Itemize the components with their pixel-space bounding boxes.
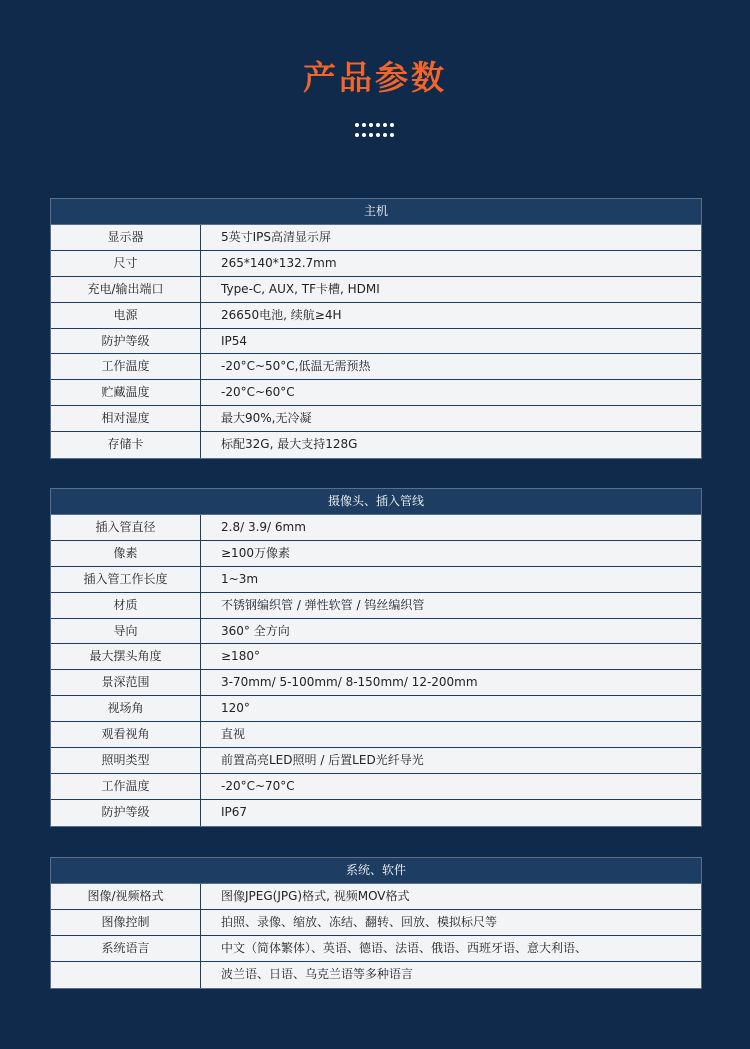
spec-value: 中文（简体繁体）、英语、德语、法语、俄语、西班牙语、意大利语、 <box>221 940 588 955</box>
spec-value: -20°C~50°C,低温无需预热 <box>221 359 371 374</box>
spec-key: 系统语言 <box>51 936 201 961</box>
spec-value: 120° <box>221 701 250 716</box>
table-row <box>51 515 701 541</box>
table-row <box>51 910 701 936</box>
spec-value: 不锈钢编织管 / 弹性软管 / 钨丝编织管 <box>221 597 425 612</box>
table-row <box>51 644 701 670</box>
table-row <box>51 696 701 722</box>
spec-key: 防护等级 <box>51 800 201 826</box>
spec-key: 显示器 <box>51 225 201 250</box>
table-row <box>51 329 701 355</box>
spec-key: 尺寸 <box>51 251 201 276</box>
section-heading: 摄像头、插入管线 <box>51 489 701 515</box>
spec-key: 观看视角 <box>51 722 201 747</box>
spec-table-host <box>50 198 702 459</box>
spec-key: 景深范围 <box>51 670 201 695</box>
spec-value: ≥100万像素 <box>221 545 290 560</box>
table-row <box>51 541 701 567</box>
spec-key: 图像/视频格式 <box>51 884 201 909</box>
spec-value: 26650电池, 续航≥4H <box>221 307 342 322</box>
spec-value: ≥180° <box>221 649 260 664</box>
spec-key: 插入管直径 <box>51 515 201 540</box>
spec-key: 照明类型 <box>51 748 201 773</box>
spec-value: -20°C~60°C <box>221 385 295 400</box>
spec-key: 电源 <box>51 303 201 328</box>
table-row <box>51 774 701 800</box>
spec-key: 防护等级 <box>51 329 201 354</box>
spec-value: 标配32G, 最大支持128G <box>221 437 358 452</box>
table-row <box>51 354 701 380</box>
section-heading: 系统、软件 <box>51 858 701 884</box>
spec-value: 前置高亮LED照明 / 后置LED光纤导光 <box>221 753 424 768</box>
spec-value: -20°C~70°C <box>221 778 295 793</box>
spec-value: 图像JPEG(JPG)格式, 视频MOV格式 <box>221 889 410 903</box>
table-row <box>51 593 701 619</box>
spec-value: IP54 <box>221 333 248 348</box>
spec-value: 最大90%,无冷凝 <box>221 411 312 426</box>
spec-key: 贮藏温度 <box>51 380 201 405</box>
spec-table-camera <box>50 488 702 827</box>
spec-value: 1~3m <box>221 571 259 586</box>
spec-table-software <box>50 857 702 989</box>
table-row <box>51 670 701 696</box>
table-row <box>51 567 701 593</box>
spec-key <box>51 962 201 988</box>
spec-key: 视场角 <box>51 696 201 721</box>
table-row <box>51 225 701 251</box>
spec-value: Type-C, AUX, TF卡槽, HDMI <box>221 281 380 296</box>
spec-value: 360° 全方向 <box>221 623 290 638</box>
table-row <box>51 800 701 826</box>
spec-value: 2.8/ 3.9/ 6mm <box>221 520 306 534</box>
spec-key: 存储卡 <box>51 432 201 458</box>
spec-value: 5英寸IPS高清显示屏 <box>221 230 332 244</box>
table-row <box>51 722 701 748</box>
section-heading: 主机 <box>51 199 701 225</box>
table-row <box>51 406 701 432</box>
spec-key: 工作温度 <box>51 354 201 379</box>
table-row <box>51 380 701 406</box>
spec-value: IP67 <box>221 804 248 819</box>
spec-key: 工作温度 <box>51 774 201 799</box>
decorative-dots-icon <box>355 123 397 139</box>
spec-value: 拍照、录像、缩放、冻结、翻转、回放、模拟标尺等 <box>221 914 498 929</box>
spec-key: 相对湿度 <box>51 406 201 431</box>
table-row <box>51 303 701 329</box>
page-title: 产品参数 <box>303 58 447 97</box>
table-row <box>51 251 701 277</box>
spec-key: 导向 <box>51 619 201 644</box>
table-row <box>51 619 701 645</box>
spec-key: 插入管工作长度 <box>51 567 201 592</box>
table-row <box>51 277 701 303</box>
spec-key: 像素 <box>51 541 201 566</box>
spec-key: 充电/输出端口 <box>51 277 201 302</box>
spec-key: 最大摆头角度 <box>51 644 201 669</box>
spec-value: 3-70mm/ 5-100mm/ 8-150mm/ 12-200mm <box>221 675 478 690</box>
spec-value: 波兰语、日语、乌克兰语等多种语言 <box>221 966 414 981</box>
spec-key: 图像控制 <box>51 910 201 935</box>
table-row <box>51 884 701 910</box>
table-row <box>51 432 701 458</box>
table-row <box>51 936 701 962</box>
spec-key: 材质 <box>51 593 201 618</box>
table-row <box>51 748 701 774</box>
spec-value: 直视 <box>221 727 246 742</box>
spec-value: 265*140*132.7mm <box>221 255 337 270</box>
table-row <box>51 962 701 988</box>
